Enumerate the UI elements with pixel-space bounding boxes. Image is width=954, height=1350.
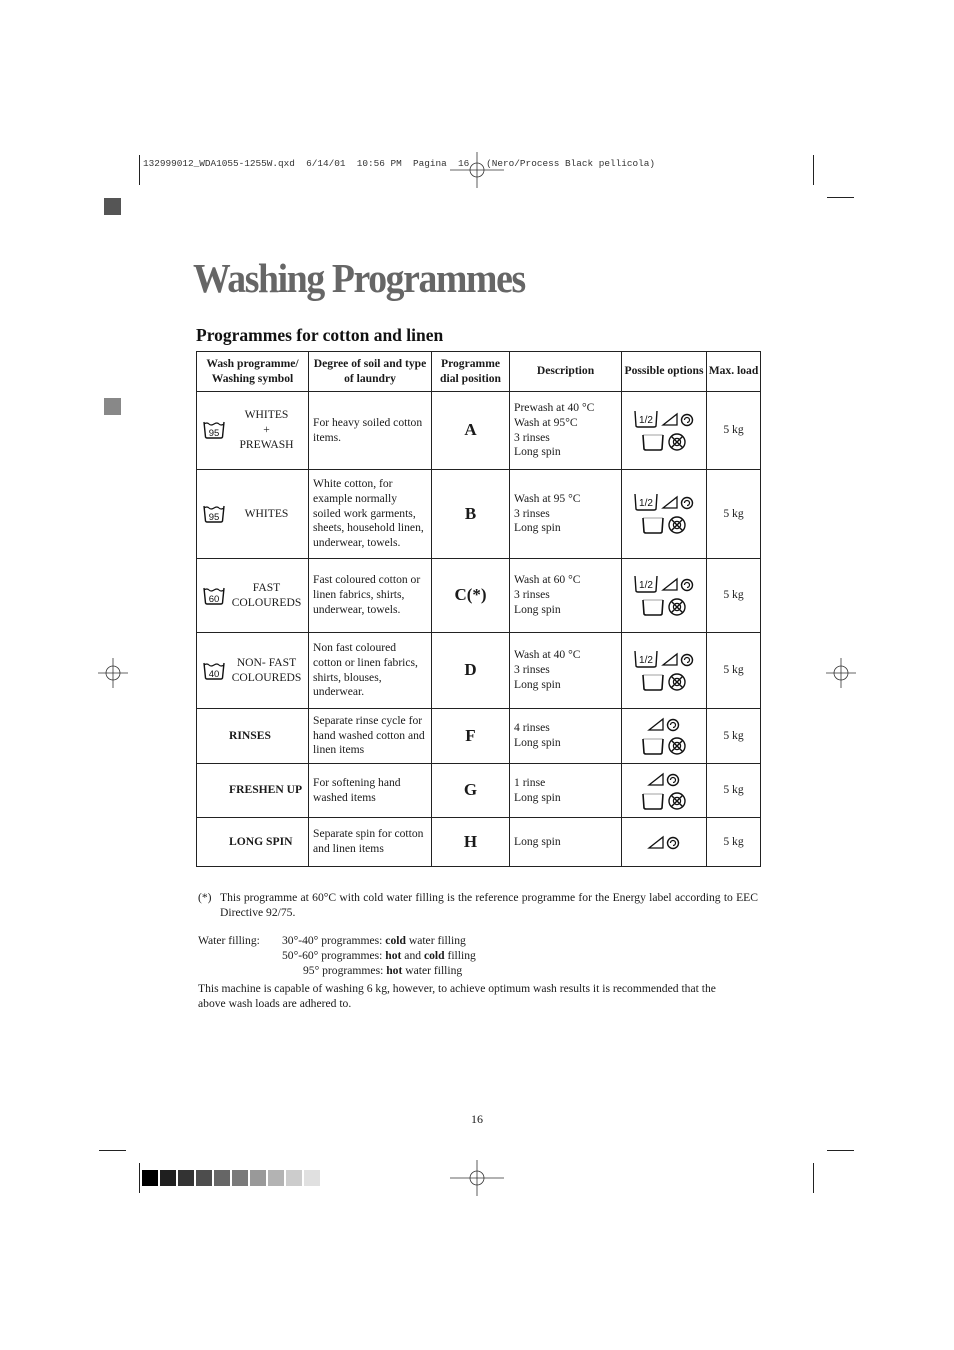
programme-name-line: LONG SPIN [229,834,293,848]
degree-of-soil-cell: Separate rinse cycle for hand washed cotton and linen items [309,709,432,764]
registration-mark-icon [450,1160,504,1196]
description-line: Prewash at 40 °C [514,400,595,414]
programme-cell [197,392,309,470]
degree-of-soil-cell: White cotton, for example normally soiled work garments, sheets, household linen, underwear, towels. [309,470,432,559]
crop-mark [813,1163,814,1193]
spin-reduction-icon [661,494,695,510]
half-load-icon [634,575,658,593]
spin-reduction-icon [661,576,695,592]
table-row [197,709,761,764]
description-line: Long spin [514,677,561,691]
wf-range: 50°-60° programmes: [282,949,386,962]
color-bar-swatch [178,1170,194,1186]
no-spin-icon [667,672,687,692]
programmes-table [196,351,761,867]
spin-reduction-icon [647,771,681,787]
wf-temp-2: cold [423,949,445,962]
crop-mark [139,155,140,185]
programme-cell [197,559,309,633]
page-number: 16 [471,1112,483,1126]
description-line: Long spin [514,834,561,848]
options-cell [622,392,707,470]
wf-mid: water filling [402,964,463,977]
max-load-cell: 5 kg [707,470,761,559]
degree-of-soil-cell: Fast coloured cotton or linen fabrics, shirts, underwear, towels. [309,559,432,633]
water-filling-lines [282,933,598,978]
header-possible-options: Possible options [622,352,707,392]
half-load-icon [634,493,658,511]
color-bar-swatch [250,1170,266,1186]
wf-post: filling [444,949,476,962]
water-filling-line [282,933,598,948]
dial-position-cell: A [432,392,510,470]
programme-name [225,507,308,522]
svg-text:95: 95 [208,512,220,523]
crop-mark [827,1150,854,1151]
spin-reduction-icon [647,834,681,850]
crop-mark [139,1163,140,1193]
programme-cell [197,818,309,867]
programme-name-line: WHITES [244,408,289,422]
wash-tub-95-icon [203,505,225,523]
half-load-icon [634,650,658,668]
description-cell [510,633,622,709]
water-filling-line [303,963,598,978]
wash-tub-95-icon [203,421,225,439]
table-body [197,392,761,867]
dial-position-cell: C(*) [432,559,510,633]
color-bar-swatch [142,1170,158,1186]
table-row [197,559,761,633]
header-dial-position: Programme dial position [432,352,510,392]
description-line: Wash at 95 °C [514,491,581,505]
programme-name-line: RINSES [229,728,271,742]
description-cell [510,392,622,470]
wf-range: 95° programmes: [303,964,387,977]
description-line: Wash at 95°C [514,415,578,429]
dial-position-cell: F [432,709,510,764]
options-cell [622,818,707,867]
programme-name-line: NON- FAST [236,655,297,669]
svg-text:1/2: 1/2 [638,498,653,509]
description-line: Long spin [514,790,561,804]
programme-cell [197,709,309,764]
description-cell [510,764,622,818]
crop-mark [813,155,814,185]
programme-name [225,656,308,686]
wf-temp-1: hot [386,964,403,977]
spin-reduction-icon [661,651,695,667]
spin-reduction-icon [661,411,695,427]
no-spin-icon [667,597,687,617]
description-line: 3 rinses [514,506,550,520]
table-row [197,470,761,559]
description-line: Long spin [514,521,561,535]
header-max-load: Max. load [707,352,761,392]
svg-text:1/2: 1/2 [638,654,653,666]
description-line: 4 rinses [514,721,550,735]
description-line: Long spin [514,736,561,749]
max-load-cell: 5 kg [707,559,761,633]
rinse-hold-icon [642,516,664,534]
svg-text:95: 95 [208,428,220,440]
options-cell [622,764,707,818]
dial-position-cell: H [432,818,510,867]
header-degree-of-soil: Degree of soil and type of laundry [309,352,432,392]
table-row [197,392,761,470]
rinse-hold-icon [642,792,664,810]
color-bar-swatch [304,1170,320,1186]
table-row [197,633,761,709]
svg-text:60: 60 [208,593,220,605]
water-filling-line [282,948,598,963]
programme-name-line: + [263,423,270,437]
options-cell [622,709,707,764]
description-line: Wash at 40 °C [514,648,581,662]
programme-name [225,408,308,452]
description-line: 3 rinses [514,430,550,444]
description-cell [510,818,622,867]
programme-cell [197,633,309,709]
wf-temp-1: cold [385,934,406,947]
footnote [198,890,758,920]
section-subtitle: Programmes for cotton and linen [196,325,444,345]
crop-mark [99,1150,126,1151]
options-cell [622,633,707,709]
page-title: Washing Programmes [193,255,525,301]
spin-reduction-icon [647,716,681,732]
wf-mid: and [401,949,424,962]
section-marker [104,198,121,215]
programme-name-line: COLOUREDS [231,670,302,684]
programme-name-line: FAST [252,580,281,594]
max-load-cell: 5 kg [707,818,761,867]
description-line: Long spin [514,602,561,616]
section-marker [104,398,121,415]
programme-name-line: WHITES [244,506,289,520]
max-load-cell: 5 kg [707,392,761,470]
wf-range: 30°-40° programmes: [282,934,386,947]
wash-tub-40-icon [203,662,225,680]
wf-temp-1: hot [385,949,402,962]
color-bar-swatch [232,1170,248,1186]
options-cell [622,559,707,633]
description-line: 1 rinse [514,775,546,789]
color-bar-swatch [214,1170,230,1186]
description-cell [510,470,622,559]
header-wash-programme: Wash programme/ Washing symbol [197,352,309,392]
dial-position-cell: B [432,470,510,559]
programme-cell [197,764,309,818]
color-bar-swatch [196,1170,212,1186]
description-line: Long spin [514,445,561,459]
description-line: 3 rinses [514,588,550,602]
programme-name [197,835,308,850]
table-header-row [197,352,761,392]
table-row [197,818,761,867]
programme-name [197,729,308,744]
footnote-text: This programme at 60°C with cold water filling is the reference programme for the Energy label according to EEC Directive 92/75. [220,891,758,919]
color-bar-swatch [268,1170,284,1186]
svg-text:40: 40 [208,668,220,680]
rinse-hold-icon [642,598,664,616]
no-spin-icon [667,432,687,452]
max-load-cell: 5 kg [707,709,761,764]
programme-name [225,581,308,611]
programme-name-line: PREWASH [239,437,294,451]
degree-of-soil-cell: For softening hand washed items [309,764,432,818]
registration-mark-icon [826,658,856,688]
description-cell [510,559,622,633]
water-filling-label: Water filling: [198,934,260,947]
no-spin-icon [667,791,687,811]
rinse-hold-icon [642,737,664,755]
rinse-hold-icon [642,433,664,451]
description-cell [510,709,622,764]
crop-mark [827,197,854,198]
wf-mid: water filling [405,934,466,947]
header-description: Description [510,352,622,392]
color-bar-swatch [286,1170,302,1186]
programme-name-line: FRESHEN UP [229,783,303,797]
degree-of-soil-cell: Non fast coloured cotton or linen fabrics, shirts, blouses, underwear. [309,633,432,709]
description-line: Wash at 60 °C [514,573,581,587]
svg-text:1/2: 1/2 [638,579,653,591]
max-load-cell: 5 kg [707,764,761,818]
no-spin-icon [667,515,687,535]
degree-of-soil-cell: Separate spin for cotton and linen items [309,818,432,867]
programme-name [197,783,308,798]
capacity-note: This machine is capable of washing 6 kg, however, to achieve optimum wash results it is recommended that the above wash loads are adhered to. [198,982,716,1010]
max-load-cell: 5 kg [707,633,761,709]
color-bar-swatch [160,1170,176,1186]
programme-name-line: COLOUREDS [231,595,302,609]
dial-position-cell: D [432,633,510,709]
svg-text:1/2: 1/2 [638,414,653,426]
rinse-hold-icon [642,673,664,691]
wash-tub-60-icon [203,587,225,605]
footnote-mark: (*) [198,891,212,904]
programme-cell [197,470,309,559]
water-filling-block [198,933,598,978]
table-row [197,764,761,818]
registration-mark-icon [98,658,128,688]
options-cell [622,470,707,559]
degree-of-soil-cell: For heavy soiled cotton items. [309,392,432,470]
registration-mark-icon [450,152,504,188]
description-line: 3 rinses [514,663,550,677]
print-slug-line: 132999012_WDA1055-1255W.qxd 6/14/01 10:56 PM Pagina 16 (Nero/Process Black pellicola) [143,158,655,169]
half-load-icon [634,410,658,428]
dial-position-cell: G [432,764,510,818]
no-spin-icon [667,736,687,756]
